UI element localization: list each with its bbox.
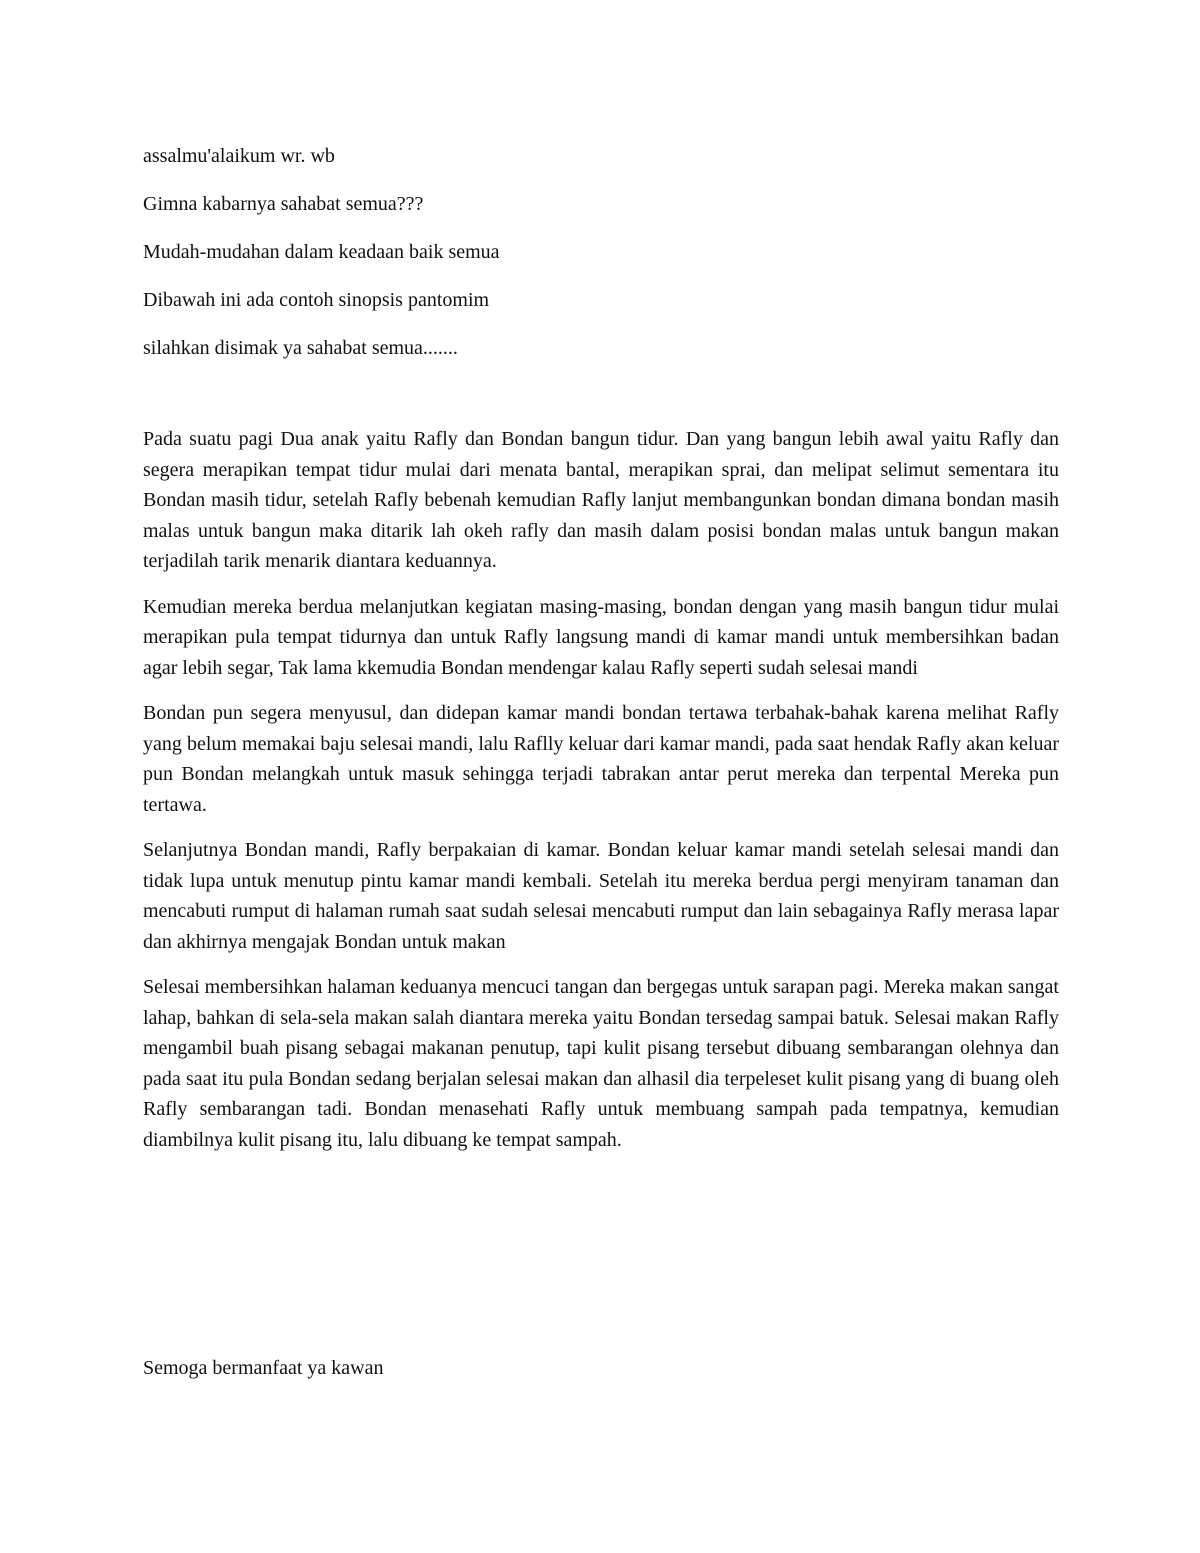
greeting-line: Dibawah ini ada contoh sinopsis pantomim xyxy=(143,289,490,311)
story-paragraph: Kemudian mereka berdua melanjutkan kegiatan masing-masing, bondan dengan yang masih bangun tidur mulai merapikan pula tempat tidurnya dan untuk Rafly langsung mandi di kamar mandi untuk membersihkan badan agar lebih segar, Tak lama kkemudia Bondan mendengar kalau Rafly seperti sudah selesai mandi xyxy=(143,595,1059,679)
greeting-line: silahkan disimak ya sahabat semua....... xyxy=(143,337,458,359)
greeting-section xyxy=(143,144,1063,384)
story-paragraph: Selesai membersihkan halaman keduanya mencuci tangan dan bergegas untuk sarapan pagi. Mereka makan sangat lahap, bahkan di sela-sela makan salah diantara mereka yaitu Bondan tersedag sampai batuk. Selesai makan Rafly mengambil buah pisang sebagai makanan penutup, tapi kulit pisang tersebut dibuang sembarangan olehnya dan pada saat itu pula Bondan sedang berjalan selesai makan dan alhasil dia terpeleset kulit pisang yang di buang oleh Rafly sembarangan tadi. Bondan menasehati Rafly untuk membuang sampah pada tempatnya, kemudian diambilnya kulit pisang itu, lalu dibuang ke tempat sampah. xyxy=(143,976,1059,1151)
closing-line: Semoga bermanfaat ya kawan xyxy=(143,1357,384,1379)
greeting-line: Gimna kabarnya sahabat semua??? xyxy=(143,193,424,215)
story-paragraph: Pada suatu pagi Dua anak yaitu Rafly dan Bondan bangun tidur. Dan yang bangun lebih awal yaitu Rafly dan segera merapikan tempat tidur mulai dari menata bantal, merapikan sprai, dan melipat selimut sementara itu Bondan masih tidur, setelah Rafly bebenah kemudian Rafly lanjut membangunkan bondan dimana bondan masih malas untuk bangun maka ditarik lah okeh rafly dan masih dalam posisi bondan malas untuk bangun makan terjadilah tarik menarik diantara keduannya. xyxy=(143,428,1059,572)
story-body xyxy=(143,424,1059,1170)
story-paragraph: Selanjutnya Bondan mandi, Rafly berpakaian di kamar. Bondan keluar kamar mandi setelah selesai mandi dan tidak lupa untuk menutup pintu kamar mandi kembali. Setelah itu mereka berdua pergi menyiram tanaman dan mencabuti rumput di halaman rumah saat sudah selesai mencabuti rumput dan lain sebagainya Rafly merasa lapar dan akhirnya mengajak Bondan untuk makan xyxy=(143,839,1059,953)
greeting-line: assalmu'alaikum wr. wb xyxy=(143,145,335,167)
story-paragraph: Bondan pun segera menyusul, dan didepan kamar mandi bondan tertawa terbahak-bahak karena melihat Rafly yang belum memakai baju selesai mandi, lalu Raflly keluar dari kamar mandi, pada saat hendak Rafly akan keluar pun Bondan melangkah untuk masuk sehingga terjadi tabrakan antar perut mereka dan terpental Mereka pun tertawa. xyxy=(143,702,1059,816)
greeting-line: Mudah-mudahan dalam keadaan baik semua xyxy=(143,241,500,263)
